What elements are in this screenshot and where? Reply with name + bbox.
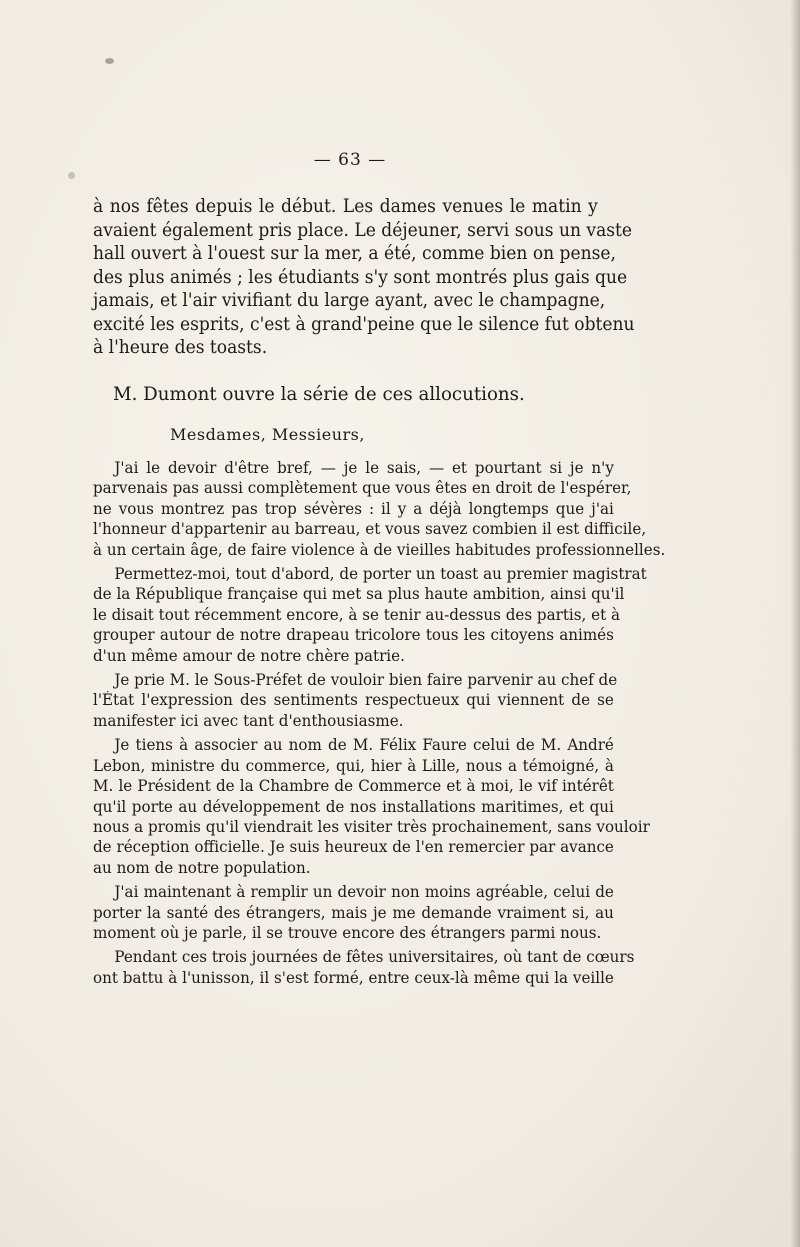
text-line: excité les esprits, c'est à grand'peine que le silence fut obtenu (93, 313, 635, 335)
text-line: au nom de notre population. (93, 858, 311, 877)
text-line: Je tiens à associer au nom de M. Félix Faure celui de M. André (114, 736, 614, 755)
text-line: J'ai maintenant à remplir un devoir non moins agréable, celui de (114, 883, 614, 902)
text-line: l'État l'expression des sentiments respectueux qui viennent de se (93, 691, 614, 710)
text-line: des plus animés ; les étudiants s'y sont montrés plus gais que (93, 266, 628, 288)
text-line: hall ouvert à l'ouest sur la mer, a été, comme bien on pense, (93, 243, 616, 264)
speech-paragraph (93, 670, 630, 731)
text-line: Lebon, ministre du commerce, qui, hier à Lille, nous a témoigné, à (93, 756, 614, 775)
speech-body (93, 458, 666, 992)
text-line: porter la santé des étrangers, mais je me demande vraiment si, au (93, 903, 614, 922)
text-line: avaient également pris place. Le déjeuner, servi sous un vaste (93, 219, 633, 241)
paper-speck (68, 172, 75, 179)
text-line: grouper autour de notre drapeau tricolore tous les citoyens animés (93, 626, 614, 645)
text-line: nous a promis qu'il viendrait les visiter très prochainement, sans vouloir (93, 817, 650, 836)
speech-paragraph (93, 947, 635, 988)
text-line: J'ai le devoir d'être bref, — je le sais, — et pourtant si je n'y (114, 459, 614, 477)
text-line: l'honneur d'appartenir au barreau, et vous savez combien il est difficile, (93, 520, 647, 539)
salutation: Mesdames, Messieurs, (170, 425, 365, 444)
text-line: d'un même amour de notre chère patrie. (93, 646, 405, 665)
text-line: moment où je parle, il se trouve encore des étrangers parmi nous. (93, 923, 602, 942)
page-number: — 63 — (313, 150, 387, 170)
speech-paragraph (93, 735, 650, 878)
text-line: à un certain âge, de faire violence à de vieilles habitudes professionnelles. (93, 540, 666, 559)
text-line: le disait tout récemment encore, à se tenir au-dessus des partis, et à (93, 605, 621, 624)
speech-paragraph (93, 564, 647, 666)
text-line: de réception officielle. Je suis heureux de l'en remercier par avance (93, 838, 614, 857)
text-line: qu'il porte au développement de nos installations maritimes, et qui (93, 797, 614, 816)
intro-paragraph (93, 195, 635, 360)
text-line: à l'heure des toasts. (93, 337, 268, 358)
text-line: parvenais pas aussi complètement que vous êtes en droit de l'espérer, (93, 479, 632, 498)
text-line: de la République française qui met sa plus haute ambition, ainsi qu'il (93, 585, 625, 604)
text-line: ont battu à l'unisson, il s'est formé, entre ceux-là même qui la veille (93, 968, 614, 987)
text-line: Pendant ces trois journées de fêtes universitaires, où tant de cœurs (114, 948, 635, 967)
text-line: à nos fêtes depuis le début. Les dames venues le matin y (93, 196, 598, 217)
page-edge-shadow (790, 0, 800, 1247)
speech-paragraph (93, 882, 630, 943)
text-line: Je prie M. le Sous-Préfet de vouloir bien faire parvenir au chef de (114, 671, 618, 690)
text-line: ne vous montrez pas trop sévères : il y a déjà longtemps que j'ai (93, 499, 614, 518)
text-line: M. le Président de la Chambre de Commerce et à moi, le vif intérêt (93, 777, 614, 796)
text-line: Permettez-moi, tout d'abord, de porter un toast au premier magistrat (114, 565, 647, 584)
text-line: manifester ici avec tant d'enthousiasme. (93, 711, 404, 730)
section-heading: M. Dumont ouvre la série de ces allocutions. (113, 384, 525, 405)
speech-paragraph (93, 458, 666, 560)
paper-speck (105, 58, 114, 64)
text-line: jamais, et l'air vivifiant du large ayant, avec le champagne, (93, 290, 606, 311)
